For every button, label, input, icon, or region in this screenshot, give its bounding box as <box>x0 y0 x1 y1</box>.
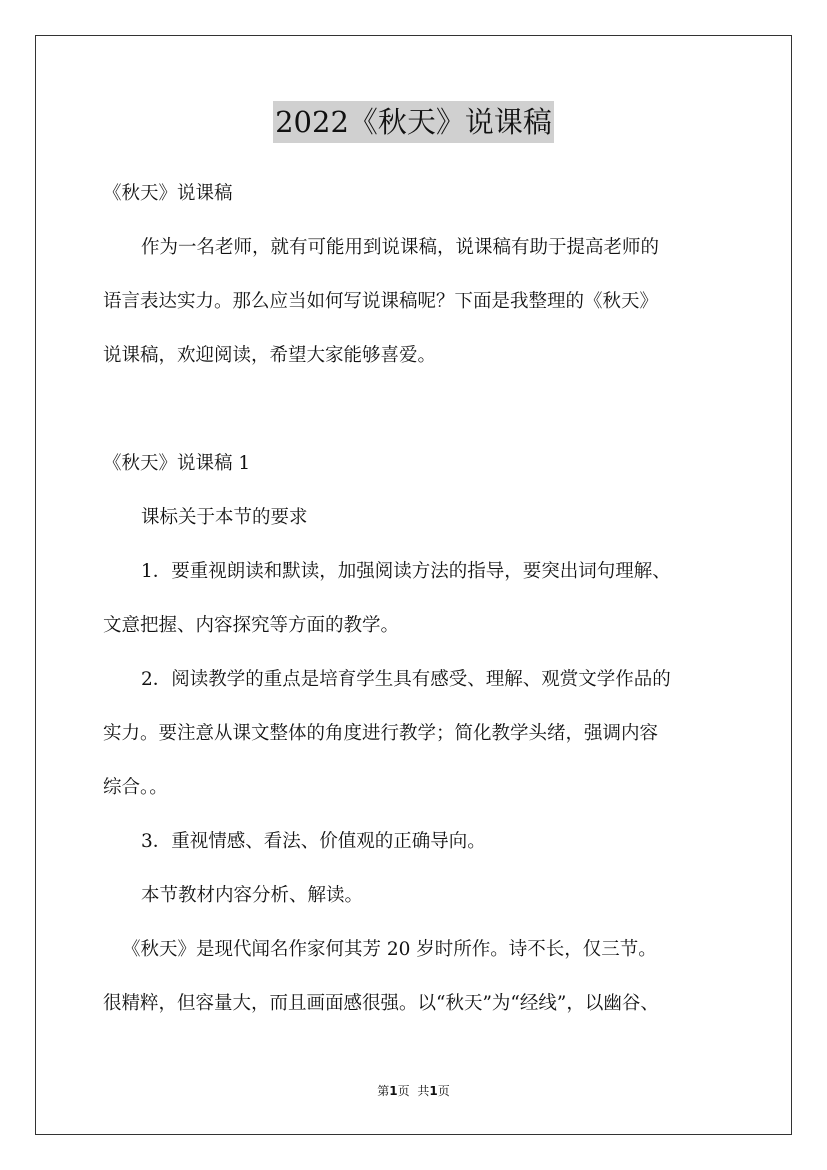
list-item-line: 3．重视情感、看法、价值观的正确导向。 <box>141 831 486 852</box>
paragraph-line: 课标关于本节的要求 <box>141 507 308 528</box>
footer-page-number: 1 <box>389 1084 398 1098</box>
paragraph-line: 《秋天》是现代闻名作家何其芳 20 岁时所作。诗不长，仅三节。 <box>122 939 657 960</box>
section-heading: 《秋天》说课稿 1 <box>103 453 251 474</box>
document-title: 2022《秋天》说课稿 <box>273 101 554 143</box>
paragraph-line: 很精粹，但容量大，而且画面感很强。以“秋天”为“经线”，以幽谷、 <box>103 993 659 1014</box>
footer-page-unit: 页 <box>397 1084 410 1098</box>
list-item-line: 2．阅读教学的重点是培育学生具有感受、理解、观赏文学作品的 <box>141 669 671 690</box>
footer-prefix: 第 <box>377 1084 390 1098</box>
paragraph-line: 作为一名老师，就有可能用到说课稿，说课稿有助于提高老师的 <box>141 237 660 258</box>
paragraph-line: 语言表达实力。那么应当如何写说课稿呢？下面是我整理的《秋天》 <box>103 291 659 312</box>
page-footer <box>0 1083 827 1099</box>
list-item-line: 综合。。 <box>103 777 168 798</box>
section-heading: 《秋天》说课稿 <box>103 183 233 204</box>
paragraph-line: 说课稿，欢迎阅读，希望大家能够喜爱。 <box>103 345 437 366</box>
title-container <box>0 101 827 143</box>
list-item-line: 文意把握、内容探究等方面的教学。 <box>103 615 400 636</box>
list-item-line: 实力。要注意从课文整体的角度进行教学；简化教学头绪，强调内容 <box>103 723 659 744</box>
paragraph-line: 本节教材内容分析、解读。 <box>141 885 364 906</box>
footer-total-unit: 页 <box>437 1084 450 1098</box>
footer-total-prefix: 共 <box>417 1084 430 1098</box>
footer-total-pages: 1 <box>429 1084 438 1098</box>
list-item-line: 1．要重视朗读和默读，加强阅读方法的指导，要突出词句理解、 <box>141 561 671 582</box>
